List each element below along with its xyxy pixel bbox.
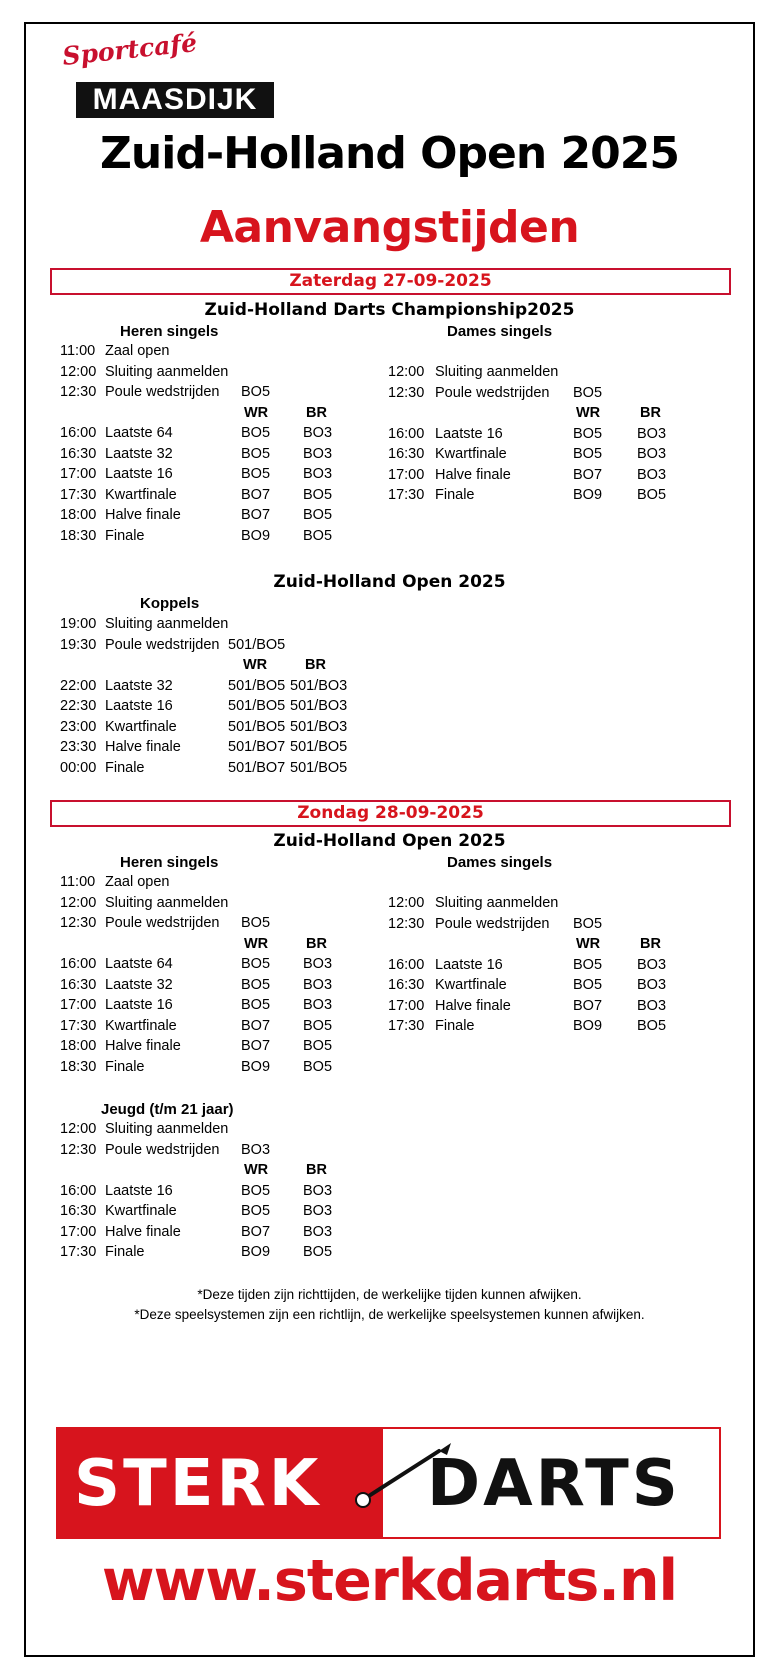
wr-br-header [388, 405, 718, 425]
round-cell: Poule wedstrijden [105, 384, 220, 400]
logo-script-text: Sportcafé [60, 28, 199, 71]
page-title: Zuid-Holland Open 2025 [100, 128, 679, 179]
time-cell: 17:00 [60, 1223, 97, 1240]
saturday-day-header: Zaterdag 27-09-2025 [50, 268, 731, 295]
sunday-day-header: Zondag 28-09-2025 [50, 800, 731, 827]
wr-format-cell: 501/BO5 [228, 698, 286, 714]
time-cell: 12:00 [388, 364, 425, 380]
wr-format-cell: BO7 [573, 466, 603, 483]
round-cell: Kwartfinale [105, 486, 177, 503]
schedule-row [388, 467, 718, 487]
time-cell: 12:30 [388, 915, 425, 932]
round-cell: Finale [105, 1244, 145, 1260]
time-cell: 17:30 [388, 1018, 425, 1034]
round-cell: Sluiting aanmelden [105, 363, 229, 380]
time-cell: 16:30 [388, 977, 425, 993]
br-format-cell: BO3 [303, 997, 333, 1013]
format-cell: BO5 [241, 384, 271, 400]
br-format-cell: BO3 [637, 956, 667, 973]
round-cell: Laatste 64 [105, 425, 173, 441]
br-label: BR [306, 404, 327, 421]
sunday-dames-heading: Dames singels [447, 854, 553, 871]
br-format-cell: BO5 [303, 507, 333, 523]
round-cell: Laatste 16 [105, 698, 173, 714]
schedule-row [60, 997, 390, 1017]
round-cell: Laatste 16 [105, 1182, 173, 1199]
round-cell: Laatste 16 [105, 997, 173, 1013]
time-cell: 18:30 [60, 1058, 97, 1075]
schedule-row [60, 874, 390, 894]
wr-br-header [60, 1162, 390, 1182]
wr-format-cell: BO9 [241, 1058, 271, 1075]
time-cell: 17:30 [60, 1017, 97, 1034]
banner-word-right: DARTS [427, 1447, 681, 1521]
sportcafe-maasdijk-logo [60, 28, 274, 120]
schedule-row [60, 466, 390, 486]
time-cell: 12:00 [388, 895, 425, 911]
time-cell: 16:00 [388, 425, 425, 442]
time-cell: 17:30 [388, 487, 425, 503]
banner-word-left: STERK [74, 1447, 322, 1521]
round-cell: Zaal open [105, 343, 170, 359]
round-cell: Laatste 16 [435, 425, 503, 442]
round-cell: Laatste 16 [435, 956, 503, 973]
time-cell: 12:00 [60, 363, 97, 380]
schedule-row [60, 1121, 390, 1141]
round-cell: Zaal open [105, 874, 170, 890]
wr-label: WR [244, 404, 269, 421]
wr-label: WR [244, 935, 269, 952]
br-label: BR [306, 1162, 327, 1178]
time-cell: 12:30 [388, 384, 425, 401]
round-cell: Poule wedstrijden [435, 384, 550, 401]
wr-br-header [60, 657, 390, 677]
wr-format-cell: BO5 [241, 1182, 271, 1199]
round-cell: Kwartfinale [105, 1017, 177, 1034]
sunday-heren-heading: Heren singels [120, 854, 219, 871]
br-format-cell: BO3 [303, 1203, 333, 1219]
time-cell: 17:00 [388, 997, 425, 1014]
schedule-row [60, 1203, 390, 1223]
schedule-row [60, 364, 390, 384]
time-cell: 00:00 [60, 759, 97, 776]
schedule-row [60, 425, 390, 445]
wr-format-cell: BO9 [573, 1018, 603, 1034]
schedule-row [388, 998, 718, 1018]
round-cell: Laatste 32 [105, 677, 173, 694]
br-format-cell: 501/BO3 [290, 677, 348, 694]
round-cell: Sluiting aanmelden [105, 894, 229, 911]
round-cell: Poule wedstrijden [105, 915, 220, 931]
round-cell: Finale [105, 759, 145, 776]
br-format-cell: BO3 [637, 466, 667, 483]
saturday-dames-heading: Dames singels [447, 323, 553, 340]
round-cell: Kwartfinale [435, 446, 507, 462]
schedule-row [388, 487, 718, 507]
br-format-cell: BO5 [637, 1018, 667, 1034]
br-format-cell: BO5 [637, 487, 667, 503]
wr-br-header [60, 936, 390, 956]
wr-br-header [60, 405, 390, 425]
wr-label: WR [576, 936, 601, 952]
time-cell: 12:30 [60, 915, 97, 931]
schedule-row [388, 977, 718, 997]
round-cell: Kwartfinale [435, 977, 507, 993]
schedule-row [388, 895, 718, 915]
time-cell: 16:30 [60, 1203, 97, 1219]
disclaimer-systems: *Deze speelsystemen zijn een richtlijn, de werkelijke speelsystemen kunnen afwijken. [134, 1307, 645, 1322]
format-cell: BO5 [241, 915, 271, 931]
time-cell: 16:30 [388, 446, 425, 462]
sunday-event-title: Zuid-Holland Open 2025 [273, 831, 506, 851]
time-cell: 22:00 [60, 677, 97, 694]
schedule-row [60, 343, 390, 363]
wr-format-cell: BO7 [241, 1038, 271, 1054]
saturday-event-title: Zuid-Holland Darts Championship2025 [204, 300, 575, 320]
wr-format-cell: BO5 [241, 956, 271, 972]
wr-label: WR [576, 405, 601, 421]
br-format-cell: BO3 [637, 997, 667, 1014]
round-cell: Finale [435, 487, 475, 503]
schedule-row [388, 446, 718, 466]
wr-label: WR [243, 657, 268, 673]
time-cell: 23:00 [60, 718, 97, 735]
time-cell: 16:00 [60, 425, 97, 441]
br-label: BR [306, 935, 327, 952]
wr-br-header [388, 936, 718, 956]
wr-label: WR [244, 1162, 269, 1178]
br-format-cell: BO3 [637, 446, 667, 462]
time-cell: 12:00 [60, 1121, 97, 1137]
wr-format-cell: 501/BO5 [228, 718, 286, 735]
wr-format-cell: BO7 [241, 486, 271, 503]
schedule-row [60, 446, 390, 466]
round-cell: Poule wedstrijden [105, 1141, 220, 1158]
round-cell: Laatste 16 [105, 466, 173, 482]
schedule-row [60, 487, 390, 507]
wr-format-cell: BO5 [573, 425, 603, 442]
br-label: BR [640, 936, 661, 952]
round-cell: Halve finale [105, 1223, 181, 1240]
time-cell: 11:00 [60, 343, 96, 359]
br-format-cell: BO5 [303, 1038, 333, 1054]
schedule-row [60, 1183, 390, 1203]
br-format-cell: BO3 [303, 976, 333, 993]
time-cell: 18:00 [60, 507, 97, 523]
time-cell: 16:00 [388, 956, 425, 973]
schedule-row [388, 385, 718, 405]
br-format-cell: BO3 [637, 425, 667, 442]
saturday-event2-title: Zuid-Holland Open 2025 [273, 572, 506, 592]
wr-format-cell: BO7 [241, 1017, 271, 1034]
schedule-row [60, 1224, 390, 1244]
wr-format-cell: BO5 [241, 976, 271, 993]
time-cell: 12:30 [60, 1141, 97, 1158]
round-cell: Sluiting aanmelden [105, 1121, 229, 1137]
schedule-row [60, 637, 390, 657]
time-cell: 12:00 [60, 894, 97, 911]
br-format-cell: BO3 [303, 956, 333, 972]
round-cell: Sluiting aanmelden [105, 616, 229, 632]
wr-format-cell: BO5 [573, 956, 603, 973]
time-cell: 16:30 [60, 445, 97, 462]
time-cell: 16:00 [60, 1182, 97, 1199]
schedule-row [60, 528, 390, 548]
br-format-cell: BO3 [303, 445, 333, 462]
time-cell: 16:30 [60, 976, 97, 993]
schedule-row [388, 916, 718, 936]
schedule-row [60, 616, 390, 636]
time-cell: 17:30 [60, 486, 97, 503]
round-cell: Laatste 32 [105, 445, 173, 462]
website-url: www.sterkdarts.nl [101, 1548, 678, 1614]
round-cell: Sluiting aanmelden [435, 895, 559, 911]
round-cell: Laatste 32 [105, 976, 173, 993]
schedule-row [60, 1059, 390, 1079]
wr-format-cell: BO7 [241, 507, 271, 523]
wr-format-cell: BO9 [573, 487, 603, 503]
schedule-row [388, 364, 718, 384]
time-cell: 17:00 [60, 466, 97, 482]
br-format-cell: 501/BO3 [290, 698, 348, 714]
br-format-cell: BO3 [637, 977, 667, 993]
time-cell: 12:30 [60, 384, 97, 400]
schedule-row [60, 956, 390, 976]
schedule-row [388, 1018, 718, 1038]
wr-format-cell: BO5 [241, 466, 271, 482]
saturday-heren-heading: Heren singels [120, 323, 219, 340]
round-cell: Laatste 64 [105, 956, 173, 972]
round-cell: Finale [105, 527, 145, 544]
time-cell: 18:30 [60, 527, 97, 544]
wr-format-cell: BO5 [241, 425, 271, 441]
br-format-cell: BO5 [303, 486, 333, 503]
time-cell: 18:00 [60, 1038, 97, 1054]
br-format-cell: BO3 [303, 466, 333, 482]
round-cell: Finale [435, 1018, 475, 1034]
round-cell: Finale [105, 1058, 145, 1075]
format-cell: 501/BO5 [228, 636, 286, 653]
logo-name-bar: MAASDIJK [76, 82, 274, 118]
time-cell: 23:30 [60, 739, 97, 755]
wr-format-cell: BO7 [241, 1223, 271, 1240]
round-cell: Poule wedstrijden [105, 636, 220, 653]
time-cell: 11:00 [60, 874, 96, 890]
round-cell: Poule wedstrijden [435, 915, 550, 932]
schedule-row [60, 1244, 390, 1264]
schedule-row [388, 957, 718, 977]
round-cell: Halve finale [105, 507, 181, 523]
saturday-koppels-heading: Koppels [140, 595, 200, 612]
wr-format-cell: BO5 [241, 1203, 271, 1219]
round-cell: Kwartfinale [105, 718, 177, 735]
br-format-cell: 501/BO5 [290, 759, 348, 776]
br-format-cell: 501/BO5 [290, 739, 348, 755]
br-format-cell: BO3 [303, 425, 333, 441]
br-format-cell: 501/BO3 [290, 718, 348, 735]
wr-format-cell: 501/BO5 [228, 677, 286, 694]
schedule-row [60, 1018, 390, 1038]
wr-format-cell: BO9 [241, 1244, 271, 1260]
wr-format-cell: BO7 [573, 997, 603, 1014]
wr-format-cell: 501/BO7 [228, 759, 286, 776]
br-label: BR [640, 405, 661, 421]
round-cell: Kwartfinale [105, 1203, 177, 1219]
time-cell: 19:00 [60, 616, 97, 632]
schedule-row [60, 698, 390, 718]
time-cell: 17:00 [388, 466, 425, 483]
wr-format-cell: BO5 [573, 446, 603, 462]
wr-format-cell: BO9 [241, 527, 271, 544]
br-format-cell: BO5 [303, 1017, 333, 1034]
round-cell: Sluiting aanmelden [435, 364, 559, 380]
sterkdarts-banner [56, 1427, 721, 1539]
time-cell: 16:00 [60, 956, 97, 972]
round-cell: Halve finale [435, 997, 511, 1014]
br-format-cell: BO3 [303, 1223, 333, 1240]
sunday-jeugd-heading: Jeugd (t/m 21 jaar) [101, 1101, 234, 1118]
disclaimer-times: *Deze tijden zijn richttijden, de werkelijke tijden kunnen afwijken. [197, 1287, 582, 1302]
schedule-row [60, 1142, 390, 1162]
wr-format-cell: 501/BO7 [228, 739, 286, 755]
format-cell: BO3 [241, 1141, 271, 1158]
schedule-row [60, 1038, 390, 1058]
schedule-row [60, 977, 390, 997]
page-subtitle: Aanvangstijden [199, 202, 580, 253]
time-cell: 19:30 [60, 636, 97, 653]
time-cell: 22:30 [60, 698, 97, 714]
schedule-row [60, 739, 390, 759]
round-cell: Halve finale [105, 739, 181, 755]
schedule-row [60, 719, 390, 739]
schedule-row [388, 426, 718, 446]
round-cell: Halve finale [105, 1038, 181, 1054]
br-format-cell: BO5 [303, 527, 333, 544]
round-cell: Halve finale [435, 466, 511, 483]
time-cell: 17:00 [60, 997, 97, 1013]
br-format-cell: BO3 [303, 1182, 333, 1199]
schedule-row [60, 507, 390, 527]
wr-format-cell: BO5 [241, 997, 271, 1013]
format-cell: BO5 [573, 915, 603, 932]
schedule-row [60, 384, 390, 404]
schedule-row [60, 678, 390, 698]
schedule-row [60, 895, 390, 915]
br-format-cell: BO5 [303, 1244, 333, 1260]
schedule-row [60, 915, 390, 935]
br-format-cell: BO5 [303, 1058, 333, 1075]
wr-format-cell: BO5 [241, 445, 271, 462]
schedule-row [60, 760, 390, 780]
wr-format-cell: BO5 [573, 977, 603, 993]
time-cell: 17:30 [60, 1244, 97, 1260]
format-cell: BO5 [573, 384, 603, 401]
br-label: BR [305, 657, 326, 673]
